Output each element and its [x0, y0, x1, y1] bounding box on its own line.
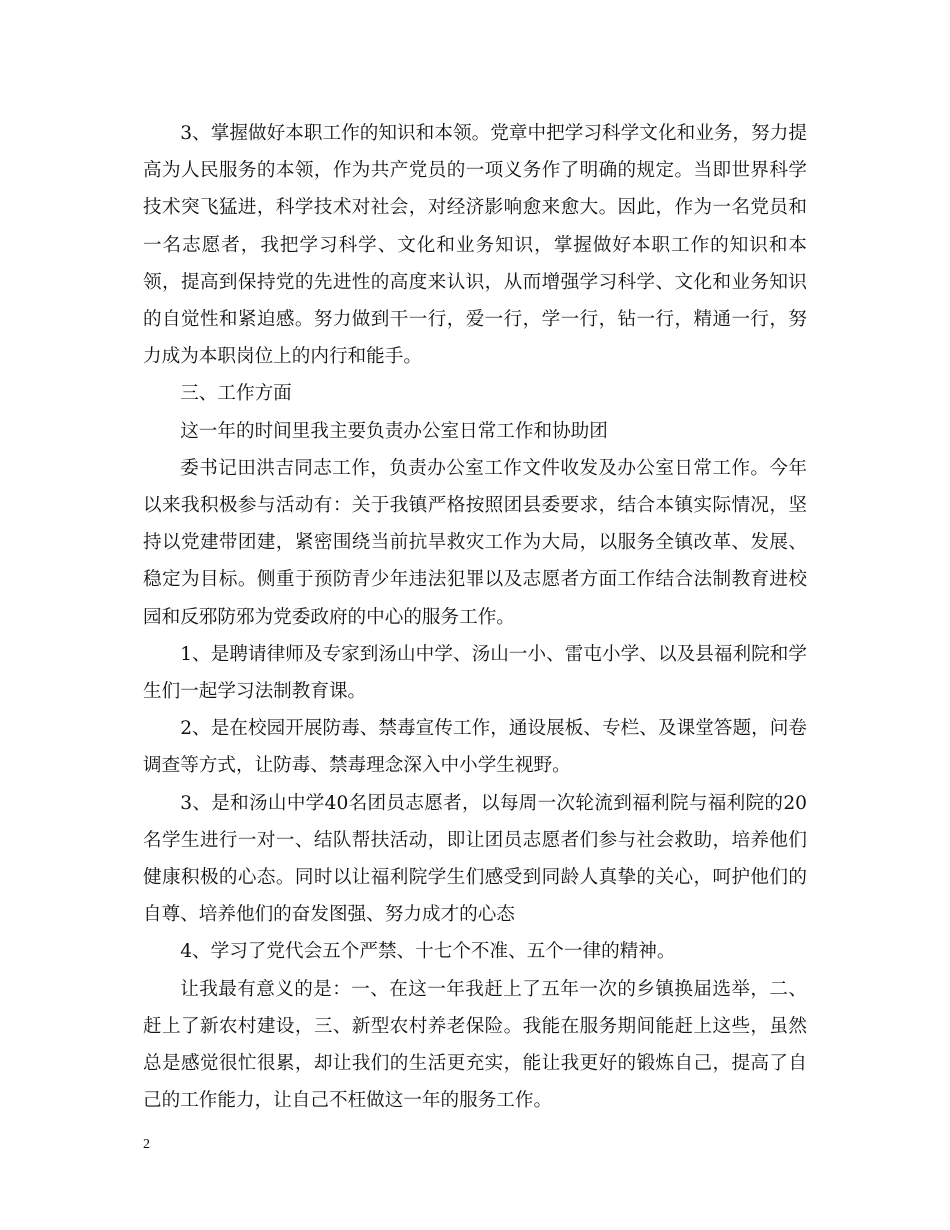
paragraph-skills: 3、掌握做好本职工作的知识和本领。党章中把学习科学文化和业务，努力提高为人民服务的本领，作为共产党员的一项义务作了明确的规定。当即世界科学技术突飞猛进，科学技术对社会，对经济影响愈来愈大。因此，作为一名党员和一名志愿者，我把学习科学、文化和业务知识，掌握做好本职工作的知识和本领，提高到保持党的先进性的高度来认识，从而增强学习科学、文化和业务知识的自觉性和紧迫感。努力做到干一行，爱一行，学一行，钻一行，精通一行，努力成为本职岗位上的内行和能手。 — [143, 123, 807, 368]
document-body — [143, 115, 807, 1119]
list-item-party-congress: 4、学习了党代会五个严禁、十七个不准、五个一律的精神。 — [180, 941, 676, 963]
paragraph-reflection: 让我最有意义的是：一、在这一年我赶上了五年一次的乡镇换届选举，二、赶上了新农村建设，三、新型农村养老保险。我能在服务期间能赶上这些，虽然总是感觉很忙很累，却让我们的生活更充实，能让我更好的锻炼自己，提高了自己的工作能力，让自己不枉做这一年的服务工作。 — [143, 978, 807, 1112]
page-number: 2 — [143, 1137, 150, 1152]
paragraph-work-duties: 委书记田洪吉同志工作，负责办公室工作文件收发及办公室日常工作。今年以来我积极参与活动有：关于我镇严格按照团县委要求，结合本镇实际情况，坚持以党建带团建，紧密围绕当前抗旱救灾工作为大局，以服务全镇改革、发展、稳定为目标。侧重于预防青少年违法犯罪以及志愿者方面工作结合法制教育进校园和反邪防邪为党委政府的中心的服务工作。 — [143, 457, 807, 628]
paragraph-work-intro: 这一年的时间里我主要负责办公室日常工作和协助团 — [180, 420, 608, 442]
list-item-legal-education: 1、是聘请律师及专家到汤山中学、汤山一小、雷屯小学、以及县福利院和学生们一起学习法制教育课。 — [143, 643, 807, 703]
section-heading-work: 三、工作方面 — [180, 383, 292, 405]
list-item-volunteers: 3、是和汤山中学40名团员志愿者，以每周一次轮流到福利院与福利院的20名学生进行一对一、结队帮扶活动，即让团员志愿者们参与社会救助，培养他们健康积极的心态。同时以让福利院学生们感受到同龄人真挚的关心，呵护他们的自尊、培养他们的奋发图强、努力成才的心态 — [143, 792, 807, 926]
list-item-anti-drug: 2、是在校园开展防毒、禁毒宣传工作，通设展板、专栏、及课堂答题，问卷调查等方式，让防毒、禁毒理念深入中小学生视野。 — [143, 718, 807, 777]
